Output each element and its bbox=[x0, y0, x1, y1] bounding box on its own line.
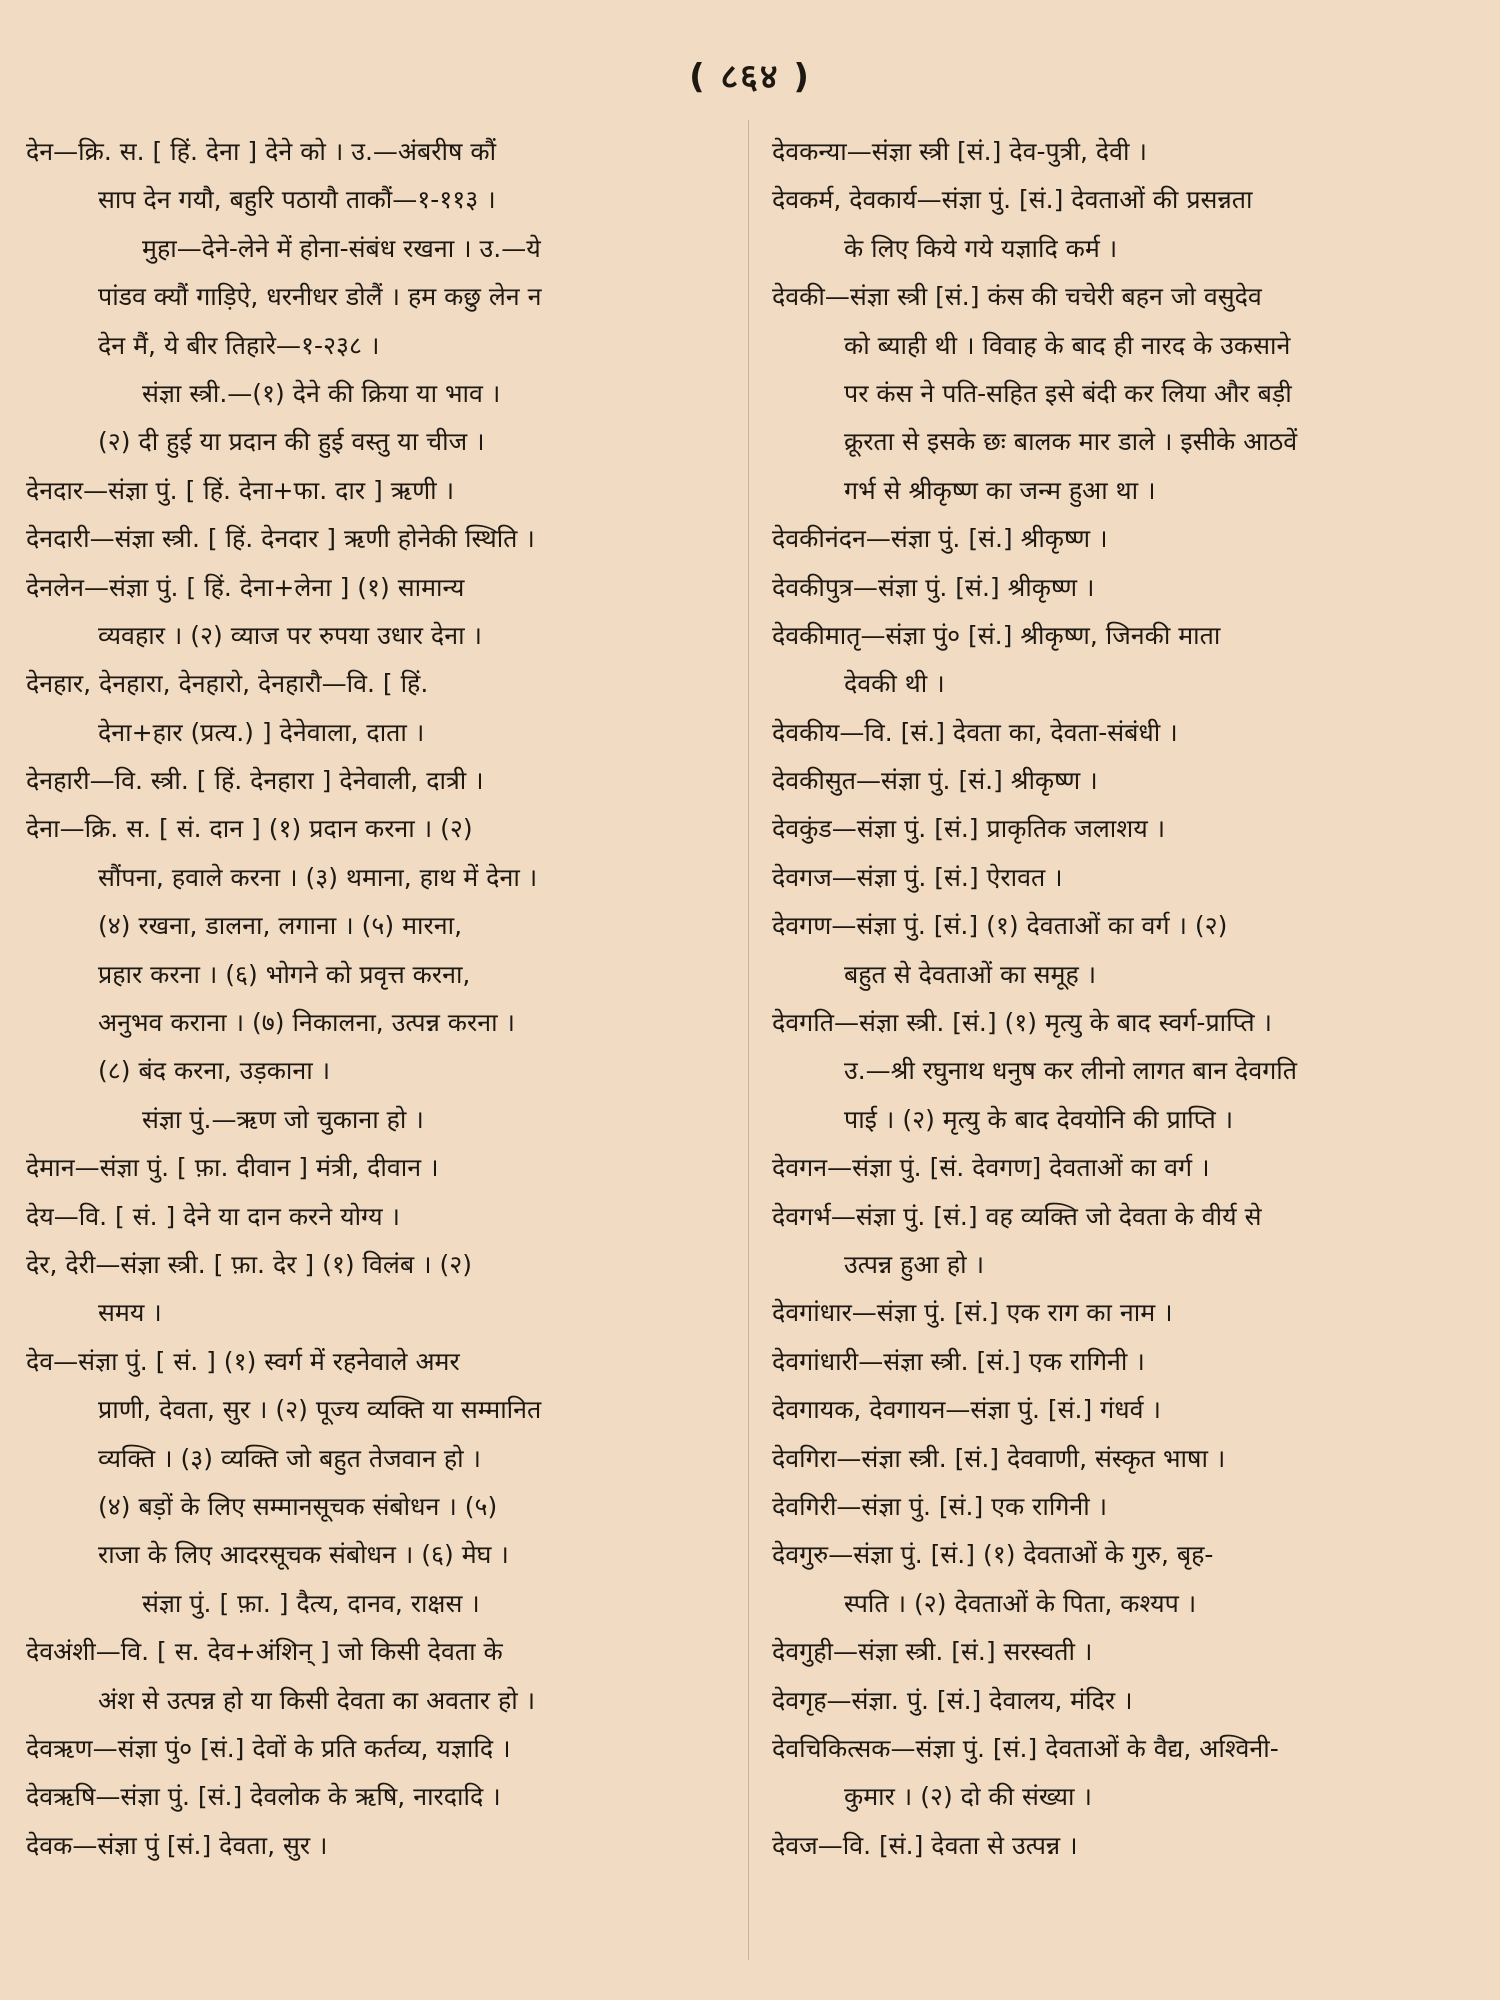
text-line: देवगिरा—संज्ञा स्त्री. [सं.] देववाणी, संस्कृत भाषा । bbox=[772, 1443, 1226, 1473]
text-line: स्पति । (२) देवताओं के पिता, कश्यप । bbox=[844, 1588, 1197, 1618]
text-line: देवक—संज्ञा पुं [सं.] देवता, सुर । bbox=[26, 1830, 328, 1860]
text-line: उ.—श्री रघुनाथ धनुष कर लीनो लागत बान देवगति bbox=[844, 1056, 1298, 1086]
text-line: देनहारी—वि. स्त्री. [ हिं. देनहारा ] देनेवाली, दात्री । bbox=[26, 766, 484, 796]
text-line: देना+हार (प्रत्य.) ] देनेवाला, दाता । bbox=[98, 717, 425, 747]
text-line: क्रूरता से इसके छः बालक मार डाले । इसीके आठवें bbox=[844, 427, 1298, 457]
text-line: देवकर्म, देवकार्य—संज्ञा पुं. [सं.] देवताओं की प्रसन्नता bbox=[772, 185, 1253, 215]
text-line: देनलेन—संज्ञा पुं. [ हिं. देना+लेना ] (१) सामान्य bbox=[26, 572, 465, 602]
text-line: देवगृह—संज्ञा. पुं. [सं.] देवालय, मंदिर । bbox=[772, 1685, 1133, 1715]
text-line: को ब्याही थी । विवाह के बाद ही नारद के उकसाने bbox=[844, 330, 1291, 360]
text-line: अंश से उत्पन्न हो या किसी देवता का अवतार हो । bbox=[98, 1685, 536, 1715]
right-column bbox=[772, 128, 1472, 1870]
page-number: ( ८६४ ) bbox=[689, 57, 811, 97]
text-line: समय । bbox=[98, 1298, 162, 1328]
text-line: व्यवहार । (२) व्याज पर रुपया उधार देना । bbox=[98, 620, 482, 650]
text-line: (४) रखना, डालना, लगाना । (५) मारना, bbox=[98, 911, 463, 941]
text-line: देवज—वि. [सं.] देवता से उत्पन्न । bbox=[772, 1830, 1078, 1860]
text-line: देन मैं, ये बीर तिहारे—१-२३८ । bbox=[98, 330, 380, 360]
text-line: सौंपना, हवाले करना । (३) थमाना, हाथ में देना । bbox=[98, 862, 538, 892]
text-line: देवगिरी—संज्ञा पुं. [सं.] एक रागिनी । bbox=[772, 1491, 1108, 1521]
text-line: मुहा—देने-लेने में होना-संबंध रखना । उ.—ये bbox=[142, 233, 541, 263]
text-line: देवकी थी । bbox=[844, 669, 945, 699]
text-line: देवकी—संज्ञा स्त्री [सं.] कंस की चचेरी बहन जो वसुदेव bbox=[772, 282, 1262, 312]
text-line: देन—क्रि. स. [ हिं. देना ] देने को । उ.—अंबरीष कौं bbox=[26, 137, 497, 166]
text-line: देवचिकित्सक—संज्ञा पुं. [सं.] देवताओं के वैद्य, अश्विनी- bbox=[772, 1733, 1279, 1763]
text-line: देवगायक, देवगायन—संज्ञा पुं. [सं.] गंधर्व । bbox=[772, 1395, 1161, 1425]
text-line: देवऋण—संज्ञा पुं० [सं.] देवों के प्रति कर्तव्य, यज्ञादि । bbox=[26, 1733, 511, 1763]
text-line: देवकीसुत—संज्ञा पुं. [सं.] श्रीकृष्ण । bbox=[772, 766, 1098, 796]
text-line: उत्पन्न हुआ हो । bbox=[844, 1249, 985, 1279]
text-line: देवगज—संज्ञा पुं. [सं.] ऐरावत । bbox=[772, 862, 1063, 892]
text-line: व्यक्ति । (३) व्यक्ति जो बहुत तेजवान हो । bbox=[98, 1443, 482, 1473]
text-line: देर, देरी—संज्ञा स्त्री. [ फ़ा. देर ] (१) विलंब । (२) bbox=[26, 1249, 473, 1279]
text-line: देवकीय—वि. [सं.] देवता का, देवता-संबंधी । bbox=[772, 717, 1178, 747]
text-line: राजा के लिए आदरसूचक संबोधन । (६) मेघ । bbox=[98, 1540, 509, 1570]
text-line: (४) बड़ों के लिए सम्मानसूचक संबोधन । (५) bbox=[98, 1491, 498, 1521]
text-line: देवकीनंदन—संज्ञा पुं. [सं.] श्रीकृष्ण । bbox=[772, 524, 1108, 554]
text-line: देवकीपुत्र—संज्ञा पुं. [सं.] श्रीकृष्ण । bbox=[772, 572, 1095, 602]
text-line: देमान—संज्ञा पुं. [ फ़ा. दीवान ] मंत्री, दीवान । bbox=[26, 1153, 439, 1183]
text-line: देवगांधारी—संज्ञा स्त्री. [सं.] एक रागिनी । bbox=[772, 1346, 1145, 1376]
text-line: देवकुंड—संज्ञा पुं. [सं.] प्राकृतिक जलाशय । bbox=[772, 814, 1166, 844]
text-line: देवगुही—संज्ञा स्त्री. [सं.] सरस्वती । bbox=[772, 1637, 1093, 1667]
left-column bbox=[26, 128, 726, 1870]
text-line: संज्ञा स्त्री.—(१) देने की क्रिया या भाव । bbox=[142, 378, 501, 408]
text-line: गर्भ से श्रीकृष्ण का जन्म हुआ था । bbox=[844, 475, 1156, 505]
text-line: देवगण—संज्ञा पुं. [सं.] (१) देवताओं का वर्ग । (२) bbox=[772, 911, 1228, 941]
text-line: प्राणी, देवता, सुर । (२) पूज्य व्यक्ति या सम्मानित bbox=[98, 1395, 542, 1425]
text-line: देवकन्या—संज्ञा स्त्री [सं.] देव-पुत्री, देवी । bbox=[772, 137, 1147, 166]
text-line: देवऋषि—संज्ञा पुं. [सं.] देवलोक के ऋषि, नारदादि । bbox=[26, 1782, 501, 1812]
text-line: संज्ञा पुं.—ऋण जो चुकाना हो । bbox=[142, 1104, 424, 1134]
text-line: देवगुरु—संज्ञा पुं. [सं.] (१) देवताओं के गुरु, बृह- bbox=[772, 1540, 1214, 1570]
text-line: पांडव क्यौं गाड़िऐ, धरनीधर डोलैं । हम कछु लेन न bbox=[98, 282, 542, 312]
text-line: देनदारी—संज्ञा स्त्री. [ हिं. देनदार ] ऋणी होनेकी स्थिति । bbox=[26, 524, 535, 554]
text-line: पर कंस ने पति-सहित इसे बंदी कर लिया और बड़ी bbox=[844, 378, 1292, 408]
text-line: संज्ञा पुं. [ फ़ा. ] दैत्य, दानव, राक्षस । bbox=[142, 1588, 480, 1618]
text-line: देवगांधार—संज्ञा पुं. [सं.] एक राग का नाम । bbox=[772, 1298, 1173, 1328]
text-line: प्रहार करना । (६) भोगने को प्रवृत्त करना, bbox=[98, 959, 471, 989]
text-line: देना—क्रि. स. [ सं. दान ] (१) प्रदान करना । (२) bbox=[26, 814, 473, 844]
column-divider bbox=[748, 120, 749, 1960]
text-line: देनदार—संज्ञा पुं. [ हिं. देना+फा. दार ] ऋणी । bbox=[26, 475, 455, 505]
text-line: पाई । (२) मृत्यु के बाद देवयोनि की प्राप्ति । bbox=[844, 1104, 1234, 1134]
text-line: देवअंशी—वि. [ स. देव+अंशिन् ] जो किसी देवता के bbox=[26, 1637, 503, 1667]
text-line: के लिए किये गये यज्ञादि कर्म । bbox=[844, 233, 1118, 263]
text-line: देवगति—संज्ञा स्त्री. [सं.] (१) मृत्यु के बाद स्वर्ग-प्राप्ति । bbox=[772, 1008, 1273, 1038]
text-line: (८) बंद करना, उड़काना । bbox=[98, 1056, 331, 1086]
text-line: देव—संज्ञा पुं. [ सं. ] (१) स्वर्ग में रहनेवाले अमर bbox=[26, 1346, 460, 1376]
text-line: देय—वि. [ सं. ] देने या दान करने योग्य । bbox=[26, 1201, 400, 1231]
text-line: देवकीमातृ—संज्ञा पुं० [सं.] श्रीकृष्ण, जिनकी माता bbox=[772, 620, 1221, 650]
text-line: देनहार, देनहारा, देनहारो, देनहारौ—वि. [ हिं. bbox=[26, 669, 429, 699]
text-line: साप देन गयौ, बहुरि पठायौ ताकौं—१-११३ । bbox=[98, 185, 496, 215]
text-line: कुमार । (२) दो की संख्या । bbox=[844, 1782, 1092, 1812]
text-line: देवगर्भ—संज्ञा पुं. [सं.] वह व्यक्ति जो देवता के वीर्य से bbox=[772, 1201, 1262, 1231]
text-line: (२) दी हुई या प्रदान की हुई वस्तु या चीज । bbox=[98, 427, 485, 457]
text-line: अनुभव कराना । (७) निकालना, उत्पन्न करना । bbox=[98, 1008, 515, 1038]
text-line: बहुत से देवताओं का समूह । bbox=[844, 959, 1097, 989]
text-line: देवगन—संज्ञा पुं. [सं. देवगण] देवताओं का वर्ग । bbox=[772, 1153, 1210, 1183]
